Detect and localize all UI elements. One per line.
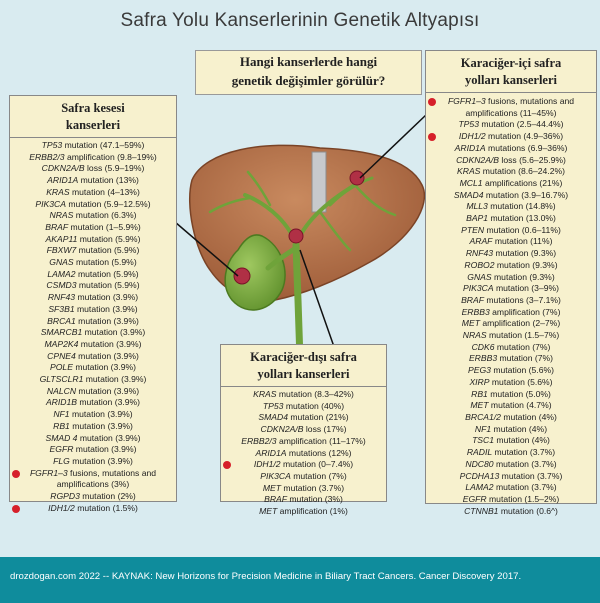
gene-alteration: loss (5.9–19%) xyxy=(84,163,145,174)
gene-alteration: fusions, mutations and xyxy=(485,96,575,106)
gene-item xyxy=(10,339,176,351)
gene-item xyxy=(426,365,596,377)
page-title: Safra Yolu Kanserlerinin Genetik Altyapısı xyxy=(120,10,480,31)
gene-item xyxy=(426,236,596,248)
gene-item xyxy=(221,459,386,471)
gene-name: TP53 xyxy=(41,140,63,150)
question-line-2: genetik değişimler görülür? xyxy=(231,73,386,88)
gene-alteration: mutation (3.9%) xyxy=(76,385,140,396)
gene-alteration: mutation (4%) xyxy=(500,411,557,422)
gene-name: IDH1/2 xyxy=(253,459,281,470)
gene-name: MET xyxy=(262,482,282,493)
question-line-1: Hangi kanserlerde hangi xyxy=(239,54,378,69)
gene-name: NRAS xyxy=(462,330,487,341)
gene-name: ROBO2 xyxy=(464,259,495,270)
gene-item xyxy=(10,187,176,199)
gene-alteration: mutation (7%) xyxy=(290,470,347,481)
gene-name: CTNNB1 xyxy=(464,505,499,516)
gene-item xyxy=(426,143,596,155)
gene-name: ERBB2/3 xyxy=(241,435,277,446)
gene-name: SMAD4 xyxy=(453,189,484,200)
gene-alteration: loss (5.6–25.9%) xyxy=(499,154,566,165)
gene-item xyxy=(426,318,596,330)
gene-alteration: mutation (14.8%) xyxy=(487,201,556,212)
gene-item xyxy=(10,280,176,292)
gene-name: KRAS xyxy=(457,166,481,177)
footer-source: drozdogan.com 2022 -- KAYNAK: New Horizons for Precision Medicine in Biliary Tract Cancers. Cancer Discovery 2017. xyxy=(10,571,522,582)
gene-name: CDKN2A/B xyxy=(456,154,500,165)
gene-name: MET xyxy=(470,400,489,411)
gene-name: NDC80 xyxy=(465,458,494,469)
gene-item xyxy=(426,330,596,342)
red-dot-icon xyxy=(223,461,231,469)
gene-name: GNAS xyxy=(467,271,492,282)
gene-name: CPNE4 xyxy=(47,350,76,361)
gallbladder-cancer-box xyxy=(9,95,177,513)
gene-name: MLL3 xyxy=(466,201,488,212)
gene-alteration: amplification (2–7%) xyxy=(479,318,561,329)
gene-name: POLE xyxy=(50,362,73,373)
gene-name: BRAF xyxy=(264,494,288,505)
gene-item xyxy=(10,304,176,316)
gene-name: CDK6 xyxy=(471,341,495,352)
gene-item xyxy=(426,260,596,272)
gene-item xyxy=(10,409,176,421)
gene-item xyxy=(10,421,176,433)
gene-item xyxy=(426,272,596,284)
gene-alteration: mutation (4%) xyxy=(494,435,550,446)
gene-item xyxy=(426,248,596,260)
gene-name: BRAF xyxy=(45,221,69,232)
gene-name: SMAD4 xyxy=(258,412,288,423)
gene-item xyxy=(221,436,386,448)
gene-name: ARID1A xyxy=(255,447,287,458)
gene-alteration: mutation (4%) xyxy=(491,423,548,434)
gene-name: GLTSCLR1 xyxy=(39,374,84,385)
gene-alteration: mutation (40%) xyxy=(283,400,345,411)
gene-item xyxy=(10,444,176,456)
gene-item xyxy=(426,108,596,120)
gene-alteration: mutations (3–7.1%) xyxy=(484,294,561,305)
gene-alteration: mutation (0–7.4%) xyxy=(280,459,354,470)
gene-item xyxy=(426,459,596,471)
gene-name: PIK3CA xyxy=(260,470,291,481)
gene-name: MAP2K4 xyxy=(44,338,79,349)
gene-alteration: amplifications (11–45%) xyxy=(465,107,557,118)
gene-name: NF1 xyxy=(53,409,70,420)
gene-alteration: mutation (5.6%) xyxy=(490,365,554,376)
red-dot-icon xyxy=(428,133,436,141)
gene-alteration: mutation (3.9–16.7%) xyxy=(483,189,569,200)
gene-item xyxy=(426,155,596,167)
gene-alteration: mutation (5.9%) xyxy=(77,233,141,244)
gene-item xyxy=(221,494,386,506)
gene-name: LAMA2 xyxy=(465,482,494,493)
gene-name: AKAP11 xyxy=(45,233,78,244)
gene-name: RGPD3 xyxy=(50,491,80,502)
gene-alteration: mutation (9.3%) xyxy=(493,248,557,259)
gene-item xyxy=(10,234,176,246)
gene-alteration: mutation (3.7%) xyxy=(492,447,556,458)
gene-name: SMAD 4 xyxy=(45,432,78,443)
gene-name: RB1 xyxy=(53,420,70,431)
gallbladder-gene-list xyxy=(10,138,176,515)
gene-alteration: mutation (5.9–12.5%) xyxy=(66,198,151,209)
gene-item xyxy=(426,400,596,412)
gene-name: RNF43 xyxy=(465,248,494,259)
extrahepatic-heading: Karaciğer-dışı safra yolları kanserleri xyxy=(250,350,357,381)
gene-alteration: mutation (3.9%) xyxy=(77,432,141,443)
gene-name: NALCN xyxy=(46,385,77,396)
gene-alteration: amplification (7%) xyxy=(489,306,561,317)
gene-name: SMARCB1 xyxy=(40,327,83,338)
red-dot-icon xyxy=(428,98,436,106)
gene-alteration: loss (17%) xyxy=(303,424,347,435)
gene-name: IDH1/2 xyxy=(48,502,75,513)
gene-alteration: mutation (9.3%) xyxy=(491,271,555,282)
gene-name: RNF43 xyxy=(47,292,76,303)
gene-item xyxy=(426,295,596,307)
gene-alteration: mutation (3.9%) xyxy=(75,315,139,326)
gene-name: PIK3CA xyxy=(462,283,494,294)
gene-alteration: mutation (3.9%) xyxy=(74,303,138,314)
gene-item xyxy=(10,292,176,304)
gene-alteration: mutation (21%) xyxy=(287,412,349,423)
gene-item xyxy=(426,377,596,389)
gene-alteration: mutation (7%) xyxy=(494,341,551,352)
gene-name: XIRP xyxy=(469,376,490,387)
gene-name: FGFR1–3 xyxy=(447,96,486,106)
gene-item xyxy=(426,96,596,108)
gene-alteration: mutation (3.9%) xyxy=(75,350,139,361)
gene-item xyxy=(10,491,176,503)
gene-name: MCL1 xyxy=(459,177,483,188)
gene-name: ARID1A xyxy=(47,175,79,186)
gene-alteration: mutation (3.9%) xyxy=(73,444,137,455)
gene-alteration: mutation (3.7%) xyxy=(493,458,557,469)
gene-item xyxy=(426,471,596,483)
gene-name: ARID1B xyxy=(45,397,77,408)
gene-item xyxy=(10,210,176,222)
gene-alteration: mutation (3.9%) xyxy=(83,374,147,385)
gene-item xyxy=(426,166,596,178)
gene-name: PEG3 xyxy=(468,365,491,376)
gene-item xyxy=(10,152,176,164)
gene-name: ARAF xyxy=(469,236,493,247)
gene-name: NRAS xyxy=(49,210,74,221)
intrahepatic-heading: Karaciğer-içi safra yolları kanserleri xyxy=(460,56,562,87)
gene-item xyxy=(221,506,386,518)
gene-alteration: mutation (3.9%) xyxy=(76,397,141,408)
gene-name: RB1 xyxy=(471,388,488,399)
gene-name: EGFR xyxy=(462,493,487,504)
gene-name: MET xyxy=(259,506,278,517)
gene-alteration: mutation (2%) xyxy=(79,491,136,502)
gene-item xyxy=(221,424,386,436)
gene-name: LAMA2 xyxy=(47,268,76,279)
gene-item xyxy=(10,222,176,234)
gene-item xyxy=(426,283,596,295)
gene-alteration: amplifications (3%) xyxy=(56,479,130,490)
gene-alteration: mutation (4–13%) xyxy=(69,186,140,197)
gene-alteration: mutation (3.7%) xyxy=(493,482,557,493)
gene-name: ERBB2/3 xyxy=(29,151,65,162)
gene-item xyxy=(426,435,596,447)
gene-name: CSMD3 xyxy=(46,280,77,291)
gene-alteration: mutation (3.9%) xyxy=(78,338,142,349)
intrahepatic-gene-list xyxy=(426,93,596,517)
gene-item xyxy=(10,503,176,515)
gene-alteration: mutation (13%) xyxy=(78,175,139,186)
gene-name: TSC1 xyxy=(472,435,495,446)
gene-alteration: amplification (1%) xyxy=(277,506,348,517)
gene-item xyxy=(426,201,596,213)
gene-alteration: mutation (3.7%) xyxy=(281,482,345,493)
gene-alteration: mutation (3.9%) xyxy=(82,327,146,338)
gene-item xyxy=(10,163,176,175)
gene-item xyxy=(221,483,386,495)
gene-alteration: mutation (3–9%) xyxy=(493,283,560,294)
gene-alteration: mutation (3.9%) xyxy=(69,409,133,420)
gene-alteration: mutation (47.1–59%) xyxy=(62,140,145,150)
gene-alteration: mutation (5.9%) xyxy=(73,257,137,268)
gene-name: ERBB3 xyxy=(468,353,498,364)
gene-item xyxy=(426,389,596,401)
gene-item xyxy=(10,397,176,409)
gene-alteration: mutation (2.5–44.4%) xyxy=(478,119,564,130)
gene-name: BRCA1 xyxy=(47,315,76,326)
gene-alteration: mutation (0.6^) xyxy=(498,505,558,516)
gene-item xyxy=(426,178,596,190)
gene-item xyxy=(10,327,176,339)
gene-alteration: mutations (12%) xyxy=(286,447,352,458)
gene-alteration: mutation (3%) xyxy=(287,494,343,505)
gene-name: RADIL xyxy=(466,447,493,458)
gene-alteration: mutation (0.6–11%) xyxy=(484,224,561,235)
gene-alteration: mutation (6.3%) xyxy=(73,210,137,221)
gene-item xyxy=(10,433,176,445)
gene-alteration: mutation (4.9–36%) xyxy=(485,131,564,142)
gene-alteration: mutation (5.9%) xyxy=(76,280,140,291)
gene-item xyxy=(221,401,386,413)
gene-name: IDH1/2 xyxy=(458,131,486,142)
gene-item xyxy=(426,307,596,319)
gene-name: ARID1A xyxy=(454,142,486,153)
gene-item xyxy=(10,386,176,398)
gene-item xyxy=(10,257,176,269)
gene-name: FGFR1–3 xyxy=(29,467,68,478)
gene-item xyxy=(10,351,176,363)
gene-name: PCDHA13 xyxy=(459,470,500,481)
gene-alteration: mutation (3.7%) xyxy=(499,470,563,481)
red-dot-icon xyxy=(12,470,20,478)
gene-alteration: mutation (5.6%) xyxy=(489,376,553,387)
extrahepatic-gene-list xyxy=(221,387,386,518)
gene-name: BRAF xyxy=(461,294,484,305)
gene-item xyxy=(10,199,176,211)
gene-item xyxy=(426,225,596,237)
gene-item xyxy=(426,213,596,225)
gene-name: PIK3CA xyxy=(35,198,66,209)
gene-item xyxy=(426,353,596,365)
gene-alteration: mutation (3.9%) xyxy=(75,292,139,303)
gene-name: BRCA1/2 xyxy=(465,411,501,422)
intrahepatic-cancer-box xyxy=(425,50,597,516)
gene-alteration: mutation (9.3%) xyxy=(494,259,558,270)
gene-item xyxy=(426,482,596,494)
gene-item xyxy=(426,447,596,459)
gene-alteration: fusions, mutations and xyxy=(67,467,157,478)
gene-alteration: mutation (1.5%) xyxy=(74,502,138,513)
gene-name: CDKN2A/B xyxy=(260,424,304,435)
gene-alteration: mutation (3.9%) xyxy=(69,420,133,431)
gene-item xyxy=(221,448,386,460)
gene-alteration: mutation (5.9%) xyxy=(75,268,139,279)
gene-item xyxy=(426,506,596,518)
gene-name: KRAS xyxy=(46,186,70,197)
vena-cava xyxy=(312,152,326,212)
gene-item xyxy=(10,269,176,281)
gene-item xyxy=(10,374,176,386)
gene-item xyxy=(221,471,386,483)
gene-alteration: mutation (3.9%) xyxy=(72,362,136,373)
gene-item xyxy=(10,479,176,491)
gene-alteration: mutation (7%) xyxy=(497,353,554,364)
gene-name: FBXW7 xyxy=(46,245,77,256)
gene-item xyxy=(426,119,596,131)
gene-item xyxy=(426,494,596,506)
gene-alteration: mutation (4.7%) xyxy=(488,400,552,411)
gene-alteration: mutation (11%) xyxy=(492,236,553,247)
gene-alteration: mutation (5.9%) xyxy=(76,245,140,256)
gene-name: SF3B1 xyxy=(48,303,75,314)
gene-name: CDKN2A/B xyxy=(41,163,85,174)
gene-alteration: mutation (13.0%) xyxy=(488,213,556,224)
gene-name: TP53 xyxy=(458,119,479,130)
gene-name: GNAS xyxy=(49,257,74,268)
gene-alteration: amplification (9.8–19%) xyxy=(64,151,157,162)
gene-alteration: mutation (3.9%) xyxy=(69,455,133,466)
gene-alteration: mutation (1–5.9%) xyxy=(68,221,141,232)
gene-name: EGFR xyxy=(49,444,74,455)
gene-item xyxy=(10,245,176,257)
question-box xyxy=(195,50,422,95)
gene-item xyxy=(426,412,596,424)
gene-item xyxy=(10,362,176,374)
gene-name: ERBB3 xyxy=(461,306,490,317)
gene-alteration: mutation (1.5–7%) xyxy=(486,330,560,341)
gene-item xyxy=(221,412,386,424)
gene-item xyxy=(10,468,176,480)
gene-alteration: mutations (6.9–36%) xyxy=(485,142,568,153)
gene-name: FLG xyxy=(53,455,70,466)
gene-alteration: mutation (5.0%) xyxy=(487,388,551,399)
gene-name: KRAS xyxy=(253,389,277,399)
gene-name: TP53 xyxy=(262,400,284,411)
gene-alteration: mutation (1.5–2%) xyxy=(486,493,560,504)
gene-item xyxy=(426,131,596,143)
gene-alteration: amplifications (21%) xyxy=(482,177,563,188)
gene-item xyxy=(426,424,596,436)
gene-name: MET xyxy=(461,318,480,329)
gene-item xyxy=(10,316,176,328)
gene-item xyxy=(426,342,596,354)
gene-alteration: mutation (8.6–24.2%) xyxy=(480,166,565,177)
gene-item xyxy=(221,389,386,401)
gene-item xyxy=(10,175,176,187)
gene-name: NF1 xyxy=(474,423,492,434)
footer xyxy=(0,557,600,603)
red-dot-icon xyxy=(12,505,20,513)
gene-item xyxy=(10,456,176,468)
gene-name: BAP1 xyxy=(466,213,489,224)
gene-alteration: mutation (8.3–42%) xyxy=(276,389,354,399)
gene-item xyxy=(10,140,176,152)
gene-name: PTEN xyxy=(461,224,485,235)
gallbladder-heading: Safra kesesi kanserleri xyxy=(61,101,125,132)
extrahepatic-cancer-box xyxy=(220,344,387,517)
gene-alteration: amplification (11–17%) xyxy=(276,435,366,446)
gene-item xyxy=(426,190,596,202)
